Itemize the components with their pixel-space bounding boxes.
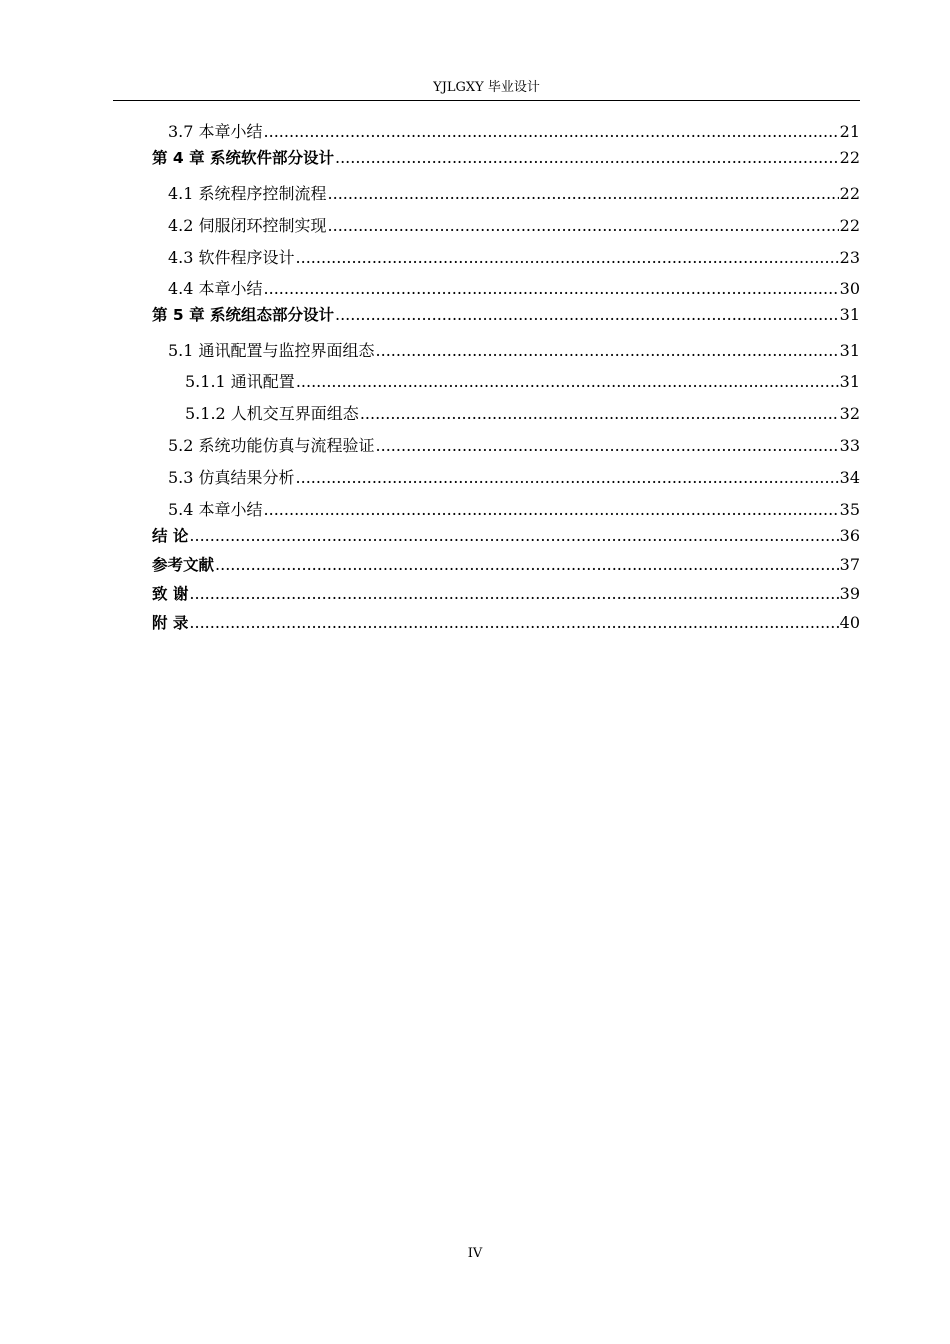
dot-leader (296, 371, 839, 393)
toc-entry-page: 31 (839, 341, 860, 360)
toc-entry-page: 40 (839, 613, 860, 632)
dot-leader (189, 583, 838, 605)
toc-entry-label: 4.2 伺服闭环控制实现 (168, 216, 327, 235)
dot-leader (296, 467, 839, 489)
toc-entry-label: 5.3 仿真结果分析 (168, 468, 295, 487)
toc-entry-conclusion[interactable] (152, 525, 860, 547)
toc-entry-chapter-4[interactable] (152, 147, 860, 169)
toc-entry-label: 第 5 章 系统组态部分设计 (152, 306, 334, 324)
toc-entry-page: 21 (839, 122, 860, 141)
toc-entry-page: 35 (839, 500, 860, 519)
dot-leader (296, 247, 839, 269)
toc-entry-5-1-2[interactable] (152, 403, 860, 425)
page-number-footer: IV (467, 1246, 483, 1261)
dot-leader (328, 183, 839, 205)
dot-leader (264, 499, 839, 521)
toc-entry-page: 30 (839, 279, 860, 298)
toc-entry-5-1-1[interactable] (152, 371, 860, 393)
toc-entry-label: 参考文献 (152, 556, 215, 574)
toc-entry-label: 5.2 系统功能仿真与流程验证 (168, 436, 375, 455)
toc-entry-appendix[interactable] (152, 612, 860, 634)
toc-entry-label: 4.1 系统程序控制流程 (168, 184, 327, 203)
toc-entry-chapter-5[interactable] (152, 304, 860, 326)
dot-leader (335, 147, 839, 169)
toc-entry-5-4[interactable] (152, 499, 860, 521)
header-divider (113, 100, 860, 101)
toc-entry-page: 31 (839, 372, 860, 391)
toc-entry-4-1[interactable] (152, 183, 860, 205)
toc-entry-3-7[interactable] (152, 121, 860, 143)
toc-entry-page: 36 (839, 526, 860, 545)
dot-leader (376, 435, 839, 457)
toc-entry-label: 附 录 (152, 614, 189, 632)
toc-entry-page: 34 (839, 468, 860, 487)
toc-entry-acknowledgements[interactable] (152, 583, 860, 605)
dot-leader (264, 121, 839, 143)
toc-entry-5-1[interactable] (152, 340, 860, 362)
dot-leader (215, 554, 839, 576)
toc-entry-page: 22 (839, 184, 860, 203)
dot-leader (360, 403, 839, 425)
toc-entry-4-3[interactable] (152, 247, 860, 269)
page-header: YJLGXY 毕业设计 (433, 80, 540, 95)
toc-entry-page: 31 (839, 305, 860, 324)
toc-entry-page: 23 (839, 248, 860, 267)
toc-entry-references[interactable] (152, 554, 860, 576)
toc-entry-label: 结 论 (152, 527, 189, 545)
dot-leader (328, 215, 839, 237)
dot-leader (189, 525, 838, 547)
toc-entry-page: 33 (839, 436, 860, 455)
toc-entry-5-3[interactable] (152, 467, 860, 489)
toc-entry-page: 22 (839, 148, 860, 167)
toc-entry-4-4[interactable] (152, 278, 860, 300)
toc-entry-label: 5.1.1 通讯配置 (185, 372, 295, 391)
toc-entry-label: 5.4 本章小结 (168, 500, 263, 519)
toc-entry-label: 3.7 本章小结 (168, 122, 263, 141)
toc-entry-4-2[interactable] (152, 215, 860, 237)
toc-entry-5-2[interactable] (152, 435, 860, 457)
toc-entry-page: 22 (839, 216, 860, 235)
toc-entry-label: 4.3 软件程序设计 (168, 248, 295, 267)
dot-leader (335, 304, 839, 326)
toc-entry-page: 37 (839, 555, 860, 574)
toc-entry-label: 5.1.2 人机交互界面组态 (185, 404, 359, 423)
toc-entry-label: 5.1 通讯配置与监控界面组态 (168, 341, 375, 360)
dot-leader (189, 612, 838, 634)
toc-entry-page: 32 (839, 404, 860, 423)
toc-entry-label: 致 谢 (152, 585, 189, 603)
toc-entry-label: 第 4 章 系统软件部分设计 (152, 149, 334, 167)
dot-leader (264, 278, 839, 300)
toc-entry-page: 39 (839, 584, 860, 603)
toc-entry-label: 4.4 本章小结 (168, 279, 263, 298)
dot-leader (376, 340, 839, 362)
